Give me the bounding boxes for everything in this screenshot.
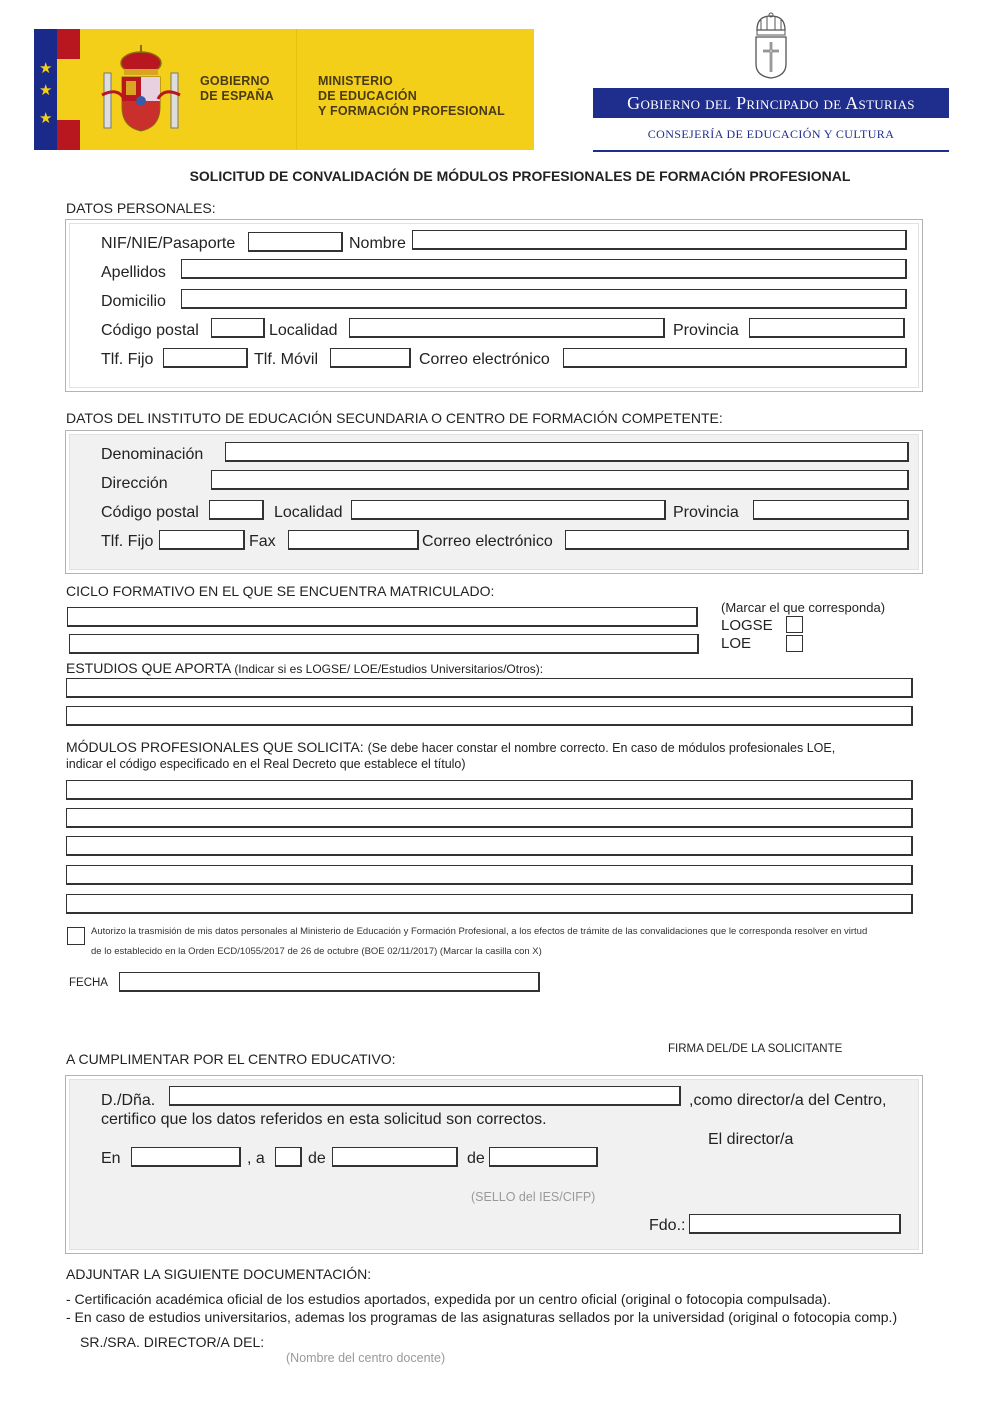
mark-hint: (Marcar el que corresponda) xyxy=(721,600,886,615)
section-heading-estudios xyxy=(66,660,543,676)
tlf-movil-label: Tlf. Móvil xyxy=(254,351,318,368)
direccion-label: Dirección xyxy=(101,475,168,492)
domicilio-label: Domicilio xyxy=(101,293,166,310)
center-provincia-field[interactable] xyxy=(753,500,909,520)
fecha-field[interactable] xyxy=(119,972,540,992)
apellidos-field[interactable] xyxy=(181,259,907,279)
eu-band xyxy=(34,29,57,150)
center-cp-field[interactable] xyxy=(209,500,264,520)
coat-of-arms-icon xyxy=(98,43,184,135)
provincia-label: Provincia xyxy=(673,322,739,339)
localidad-label: Localidad xyxy=(269,322,338,339)
ciclo-field-1[interactable] xyxy=(67,607,698,627)
apellidos-label: Apellidos xyxy=(101,264,166,281)
fax-field[interactable] xyxy=(288,530,419,550)
ministry-name: MINISTERIO DE EDUCACIÓN Y FORMACIÓN PROFESIONAL xyxy=(318,74,506,118)
section-heading-center: DATOS DEL INSTITUTO DE EDUCACIÓN SECUNDARIA O CENTRO DE FORMACIÓN COMPETENTE: xyxy=(66,410,723,426)
center-tlf-field[interactable] xyxy=(159,530,245,550)
de-label-2: de xyxy=(467,1150,485,1167)
correo-field[interactable] xyxy=(563,348,907,368)
fax-label: Fax xyxy=(249,533,276,550)
modulo-field-3[interactable] xyxy=(66,836,913,856)
day-field[interactable] xyxy=(275,1147,302,1167)
adjuntar-item: - Certificación académica oficial de los estudios aportados, expedida por un centro oficial (original o fotocopia compulsada). xyxy=(66,1291,831,1307)
asturias-coat-of-arms-icon xyxy=(751,12,791,80)
cp-field[interactable] xyxy=(211,318,265,338)
modulos-heading: MÓDULOS PROFESIONALES QUE SOLICITA: xyxy=(66,739,364,755)
direccion-field[interactable] xyxy=(211,470,909,490)
consejeria-name: CONSEJERÍA DE EDUCACIÓN Y CULTURA xyxy=(647,127,895,141)
loe-checkbox[interactable] xyxy=(786,635,803,652)
spain-gov-name: GOBIERNO DE ESPAÑA xyxy=(200,74,274,103)
nif-label: NIF/NIE/Pasaporte xyxy=(101,235,236,252)
tlf-fijo-label: Tlf. Fijo xyxy=(101,351,154,368)
consent-text-line1: Autorizo la trasmisión de mis datos personales al Ministerio de Educación y Formación Profesional, a los efectos de trámite de las convalidaciones que le corresponda resolver en virtud xyxy=(91,926,868,937)
consent-text-line2: de lo establecido en la Orden ECD/1055/2017 de 26 de octubre (BOE 02/11/2017) (Marcar la casilla con X) xyxy=(91,946,542,957)
modulos-hint-line2: indicar el código especificado en el Real Decreto que establece el título) xyxy=(66,757,466,771)
recipient-label: SR./SRA. DIRECTOR/A DEL: xyxy=(80,1334,265,1350)
loe-label: LOE xyxy=(721,635,752,652)
year-field[interactable] xyxy=(489,1147,598,1167)
section-heading-personal: DATOS PERSONALES: xyxy=(66,200,216,216)
nombre-field[interactable] xyxy=(412,230,907,250)
nombre-label: Nombre xyxy=(349,235,406,252)
star-icon: ★ xyxy=(39,82,53,99)
banner-divider xyxy=(296,29,297,150)
city-field[interactable] xyxy=(131,1147,241,1167)
section-heading-center-fill: A CUMPLIMENTAR POR EL CENTRO EDUCATIVO: xyxy=(66,1051,396,1067)
nif-field[interactable] xyxy=(248,232,343,252)
center-correo-label: Correo electrónico xyxy=(422,533,553,550)
spain-government-logo xyxy=(34,29,534,150)
modulo-field-4[interactable] xyxy=(66,865,913,885)
center-correo-field[interactable] xyxy=(565,530,909,550)
domicilio-field[interactable] xyxy=(181,289,907,309)
modulos-hint: (Se debe hacer constar el nombre correcto. En caso de módulos profesionales LOE, xyxy=(367,741,836,755)
recipient-hint: (Nombre del centro docente) xyxy=(286,1351,446,1365)
asturias-government-banner xyxy=(593,88,949,118)
modulo-field-2[interactable] xyxy=(66,808,913,828)
director-label: El director/a xyxy=(708,1131,794,1148)
certifico-text: certifico que los datos referidos en esta solicitud son correctos. xyxy=(101,1111,547,1128)
section-heading-adjuntar: ADJUNTAR LA SIGUIENTE DOCUMENTACIÓN: xyxy=(66,1266,372,1282)
center-cp-label: Código postal xyxy=(101,504,199,521)
star-icon: ★ xyxy=(39,110,53,127)
estudios-field-2[interactable] xyxy=(66,706,913,726)
flag-stripe-red xyxy=(57,29,80,59)
tlf-fijo-field[interactable] xyxy=(163,348,248,368)
tlf-movil-field[interactable] xyxy=(330,348,411,368)
consent-checkbox[interactable] xyxy=(67,927,85,945)
month-field[interactable] xyxy=(332,1147,458,1167)
cp-label: Código postal xyxy=(101,322,199,339)
estudios-hint: (Indicar si es LOGSE/ LOE/Estudios Universitarios/Otros): xyxy=(234,662,544,676)
fdo-field[interactable] xyxy=(689,1214,901,1234)
adjuntar-item: - En caso de estudios universitarios, ademas los programas de las asignaturas sellados por la universidad (original o fotocopia comp.) xyxy=(66,1309,898,1325)
logse-label: LOGSE xyxy=(721,617,773,634)
fdo-label: Fdo.: xyxy=(649,1217,686,1234)
director-name-field[interactable] xyxy=(169,1086,681,1106)
dona-label: D./Dña. xyxy=(101,1092,156,1109)
center-provincia-label: Provincia xyxy=(673,504,739,521)
firma-label: FIRMA DEL/DE LA SOLICITANTE xyxy=(668,1043,843,1055)
modulo-field-5[interactable] xyxy=(66,894,913,914)
asturias-government-title: Gobierno del Principado de Asturias xyxy=(627,93,915,113)
en-label: En xyxy=(101,1150,121,1167)
denominacion-label: Denominación xyxy=(101,446,204,463)
estudios-heading: ESTUDIOS QUE APORTA xyxy=(66,660,231,676)
form-title: SOLICITUD DE CONVALIDACIÓN DE MÓDULOS PROFESIONALES DE FORMACIÓN PROFESIONAL xyxy=(189,168,851,184)
fecha-label: FECHA xyxy=(69,977,108,989)
sello-hint: (SELLO del IES/CIFP) xyxy=(471,1190,596,1204)
como-director-text: ,como director/a del Centro, xyxy=(689,1092,887,1109)
section-heading-modulos xyxy=(66,739,835,755)
correo-label: Correo electrónico xyxy=(419,351,550,368)
center-localidad-label: Localidad xyxy=(274,504,343,521)
estudios-field-1[interactable] xyxy=(66,678,913,698)
denominacion-field[interactable] xyxy=(225,442,909,462)
section-heading-ciclo: CICLO FORMATIVO EN EL QUE SE ENCUENTRA MATRICULADO: xyxy=(66,583,495,599)
flag-stripe-red xyxy=(57,120,80,150)
ciclo-field-2[interactable] xyxy=(69,634,699,654)
localidad-field[interactable] xyxy=(349,318,665,338)
de-label-1: de xyxy=(308,1150,326,1167)
center-localidad-field[interactable] xyxy=(351,500,666,520)
center-tlf-label: Tlf. Fijo xyxy=(101,533,154,550)
flag-stripe-yellow xyxy=(57,59,80,120)
logse-checkbox[interactable] xyxy=(786,616,803,633)
star-icon: ★ xyxy=(39,60,53,77)
modulo-field-1[interactable] xyxy=(66,780,913,800)
header-underline xyxy=(593,150,949,152)
provincia-field[interactable] xyxy=(749,318,905,338)
a-label: , a xyxy=(247,1150,265,1167)
